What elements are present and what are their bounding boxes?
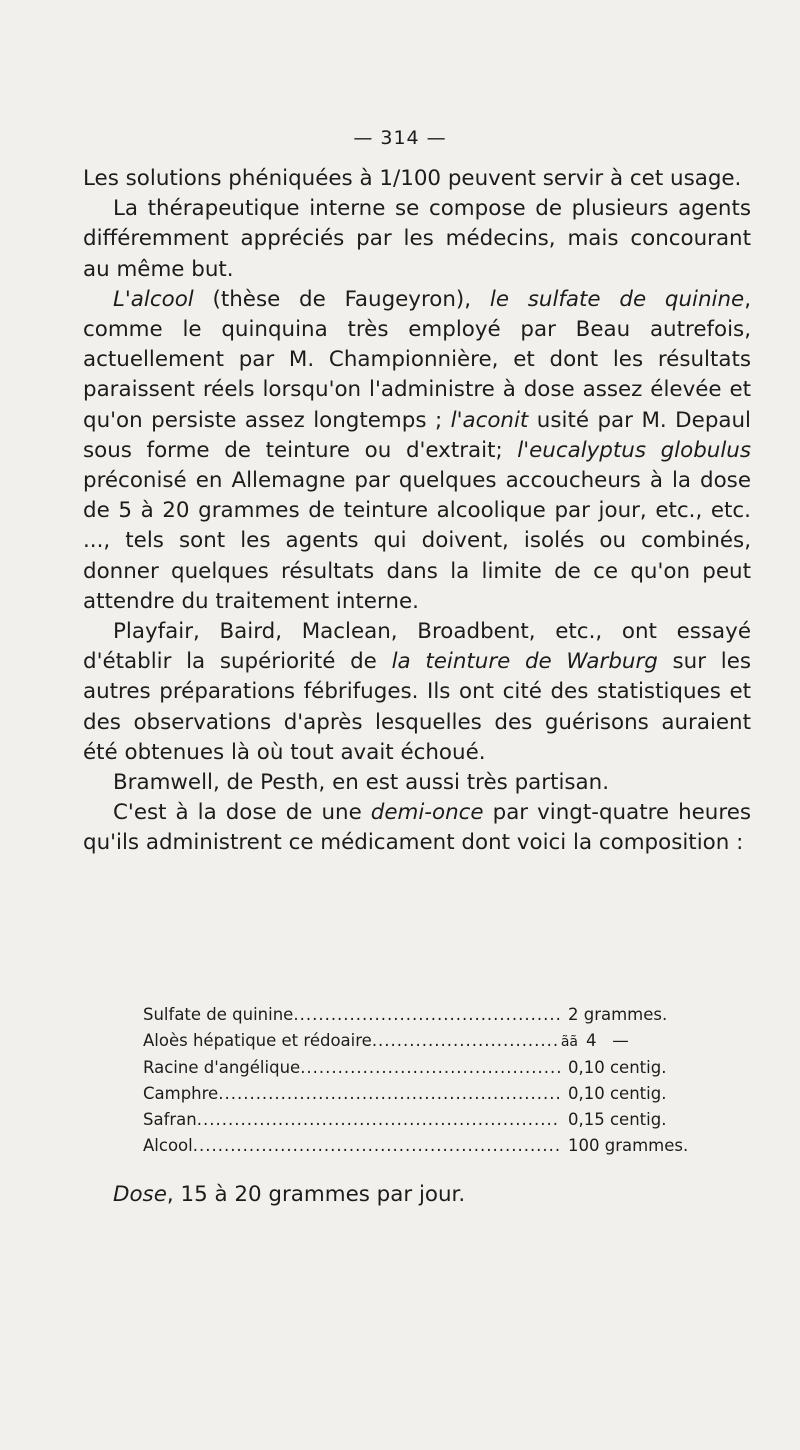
leader-dots <box>218 1081 560 1107</box>
leader-dots <box>300 1055 560 1081</box>
paragraph-1: Les solutions phéniquées à 1/100 peuvent servir à cet usage. <box>83 166 742 191</box>
paragraph-6 <box>83 798 751 858</box>
ingredient-name: Alcool <box>143 1135 193 1155</box>
dose-text: , 15 à 20 grammes par jour. <box>166 1182 466 1207</box>
text-segment: , comme le quinquina très employé par Beau autrefois, actuellement par M. Championnière, et dont les résultats paraissent réels lorsqu'on l'administre à dose assez élevée et qu'on persiste assez longtemps ; <box>83 286 751 433</box>
text-segment: sur les autres préparations fébrifuges. Ils ont cité des statistiques et des observations d'après lesquelles des guérisons auraient été obtenues là où tout avait échoué. <box>83 649 751 765</box>
text-segment: usité par M. Depaul sous forme de teinture ou d'extrait; <box>83 407 752 463</box>
ingredient-qty: 0,15 centig. <box>568 1109 667 1129</box>
text-segment: (thèse de Faugeyron), <box>193 286 490 312</box>
ingredient-qty: 2 grammes. <box>568 1005 668 1024</box>
recipe-table <box>143 1002 718 1158</box>
term-sulfate-quinine: le sulfate de quinine <box>489 286 745 312</box>
term-aconit: l'aconit <box>450 407 529 433</box>
term-demi-once: demi-once <box>370 800 484 826</box>
leader-dots <box>193 1133 560 1159</box>
term-eucalyptus: l'eucalyptus globulus <box>517 437 751 463</box>
text-segment: par vingt-quatre heures qu'ils administrent ce médicament dont voici la composition : <box>83 800 751 856</box>
dose-label: Dose <box>113 1182 167 1207</box>
paragraph-2: La thérapeutique interne se compose de plusieurs agents différemment appréciés par les médecins, mais concourant au même but. <box>83 196 751 282</box>
ingredient-name: Aloès hépatique et rédoaire <box>143 1030 372 1050</box>
ingredient-qty: 0,10 centig. <box>568 1058 667 1078</box>
ingredient-qty: 4 — <box>586 1030 629 1050</box>
recipe-row <box>143 1002 718 1028</box>
ingredient-qty: 0,10 centig. <box>568 1084 667 1104</box>
leader-dots <box>197 1107 560 1133</box>
text-segment: C'est à la dose de une <box>113 800 371 826</box>
recipe-row <box>143 1107 718 1133</box>
body-text <box>83 164 751 859</box>
text-segment: préconisé en Allemagne par quelques accoucheurs à la dose de 5 à 20 grammes de teinture alcoolique par jour, etc., etc. ..., tels sont les agents qui doivent, isolés ou combinés, donner quelques résultats dans la limite de ce qu'on peut attendre du traitement interne. <box>83 468 751 614</box>
recipe-row <box>143 1133 718 1159</box>
ingredient-name: Sulfate de quinine <box>143 1005 294 1024</box>
ingredient-name: Camphre <box>143 1084 219 1104</box>
dose-line <box>113 1182 465 1207</box>
ingredient-name: Racine d'angélique <box>143 1058 301 1078</box>
ana-mark: ãã <box>560 1033 578 1050</box>
paragraph-5: Bramwell, de Pesth, en est aussi très partisan. <box>113 770 610 796</box>
recipe-row <box>143 1028 718 1056</box>
recipe-row <box>143 1055 718 1081</box>
text-segment: Playfair, Baird, Maclean, Broadbent, etc., ont essayé d'établir la supériorité de <box>83 619 751 675</box>
recipe-row <box>143 1081 718 1107</box>
paragraph-4 <box>83 617 751 768</box>
leader-dots <box>372 1028 557 1054</box>
term-alcool: L'alcool <box>113 286 194 312</box>
term-teinture-warburg: la teinture de Warburg <box>391 649 658 675</box>
paragraph-3 <box>83 285 751 617</box>
ingredient-name: Safran <box>143 1109 197 1129</box>
page-number: — 314 — <box>353 127 447 149</box>
ingredient-qty: 100 grammes. <box>568 1135 689 1155</box>
leader-dots <box>293 1002 560 1028</box>
